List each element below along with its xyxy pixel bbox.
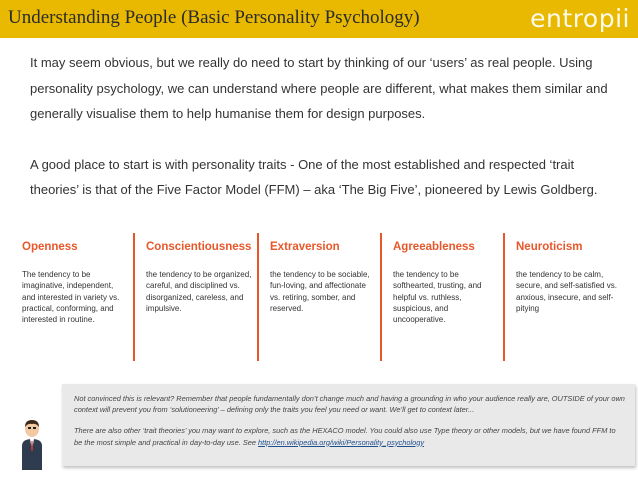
trait-name: Agreeableness [393, 241, 475, 253]
trait-description: the tendency to be organized, careful, and disciplined vs. disorganized, careless, and impulsive. [146, 270, 252, 313]
title-bar [0, 0, 638, 38]
trait-divider [133, 233, 135, 361]
person-avatar-icon [18, 420, 46, 470]
trait-name: Neuroticism [516, 241, 583, 253]
intro-paragraph-1: It may seem obvious, but we really do need to start by thinking of our ‘users’ as real people. Using personality psychology, we can understand where people are different, what makes them similar and generally visualise them to help humanise them for design purposes. [30, 55, 608, 121]
note-paragraph-2 [74, 425, 625, 447]
note-callout [62, 384, 635, 466]
trait-name: Conscientiousness [146, 241, 252, 253]
trait-neuroticism [516, 233, 622, 361]
wikipedia-link[interactable]: http://en.wikipedia.org/wiki/Personality_psychology [258, 437, 425, 447]
trait-description: the tendency to be softhearted, trusting, and helpful vs. ruthless, suspicious, and uncooperative. [393, 270, 482, 325]
page-title: Understanding People (Basic Personality Psychology) [8, 7, 420, 28]
trait-description: the tendency to be calm, secure, and self-satisfied vs. anxious, insecure, and self-pitying [516, 270, 617, 313]
big-five-traits [22, 233, 622, 361]
trait-name: Extraversion [270, 241, 340, 253]
note-paragraph-1: Not convinced this is relevant? Remember that people fundamentally don’t change much and having a grounding in who your audience really are, OUTSIDE of your own context will prevent you from ‘solutioneering’ – defining only the traits you feel you need or want. We’ll get to context later... [74, 394, 625, 415]
trait-openness [22, 233, 127, 361]
trait-divider [503, 233, 505, 361]
intro-text [30, 50, 620, 228]
trait-description: the tendency to be sociable, fun-loving, and affectionate vs. retiring, somber, and reserved. [270, 270, 370, 313]
trait-name: Openness [22, 241, 78, 253]
note-paragraph-2-text: There are also other ‘trait theories’ you may want to explore, such as the HEXACO model. You could also use Type theory or other models, but we have found FFM to be the most simple and practical in day-to-day use. See [74, 426, 616, 447]
trait-conscientiousness [146, 233, 252, 361]
entropii-logo: entropii [530, 4, 630, 33]
trait-description: The tendency to be imaginative, independent, and interested in variety vs. practical, conforming, and interested in routine. [22, 270, 120, 325]
trait-divider [257, 233, 259, 361]
intro-paragraph-2: A good place to start is with personality traits - One of the most established and respected ‘trait theories’ is that of the Five Factor Model (FFM) – aka ‘The Big Five’, pioneered by Lewis Goldberg. [30, 156, 598, 197]
trait-agreeableness [393, 233, 499, 361]
trait-divider [380, 233, 382, 361]
trait-extraversion [270, 233, 376, 361]
